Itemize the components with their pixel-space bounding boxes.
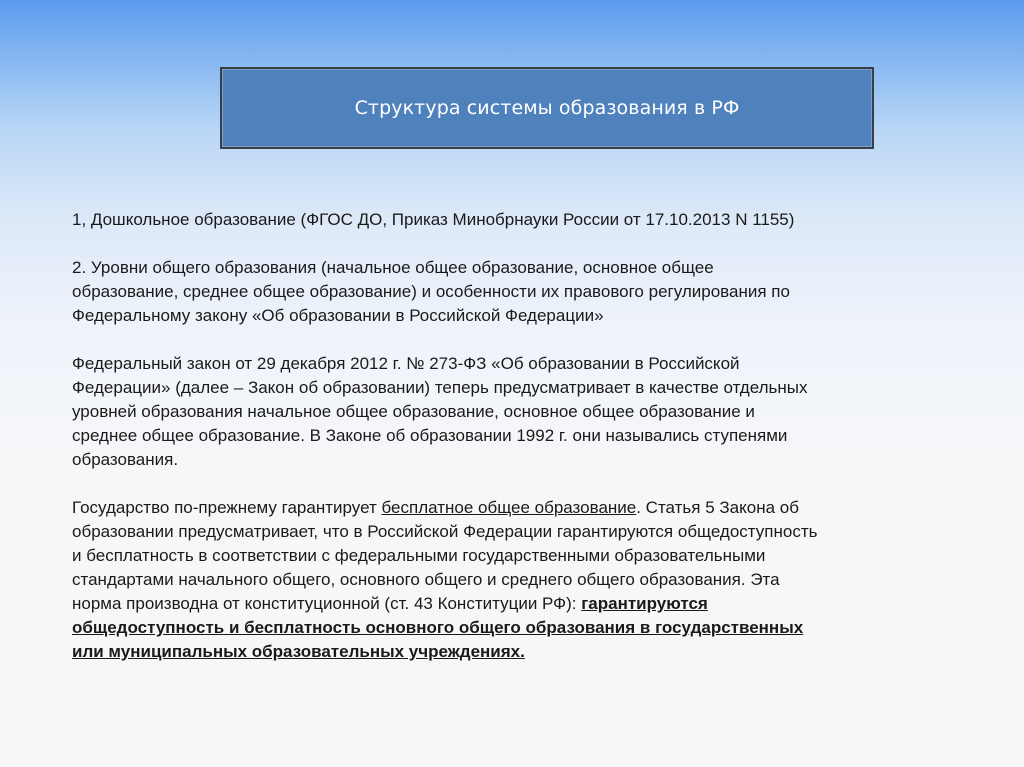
line: образовании предусматривает, что в Российской Федерации гарантируются общедоступность bbox=[72, 522, 818, 541]
text-segment: норма производна от конституционной (ст. 43 Конституции РФ): bbox=[72, 594, 582, 613]
paragraph-state-guarantee bbox=[72, 496, 952, 664]
paragraph-preschool bbox=[72, 208, 952, 232]
slide-title: Структура системы образования в РФ bbox=[354, 97, 740, 119]
bold-underlined-guarantee: гарантируются bbox=[581, 594, 708, 613]
line: Федеральному закону «Об образовании в Российской Федерации» bbox=[72, 306, 604, 325]
bold-underlined-guarantee: или муниципальных образовательных учреждениях. bbox=[72, 642, 525, 661]
line: Федерации» (далее – Закон об образовании) теперь предусматривает в качестве отдельных bbox=[72, 378, 808, 397]
slide-body bbox=[72, 208, 952, 664]
text-segment: Государство по-прежнему гарантирует bbox=[72, 498, 382, 517]
line: среднее общее образование. В Законе об образовании 1992 г. они назывались ступенями bbox=[72, 426, 788, 445]
title-box bbox=[220, 67, 874, 149]
line: 2. Уровни общего образования (начальное общее образование, основное общее bbox=[72, 258, 714, 277]
line: и бесплатность в соответствии с федеральными государственными образовательными bbox=[72, 546, 766, 565]
line: стандартами начального общего, основного общего и среднего общего образования. Эта bbox=[72, 570, 780, 589]
line: уровней образования начальное общее образование, основное общее образование и bbox=[72, 402, 755, 421]
paragraph-federal-law bbox=[72, 352, 952, 472]
underlined-free-education: бесплатное общее образование bbox=[381, 498, 637, 517]
bold-underlined-guarantee: общедоступность и бесплатность основного общего образования в государственных bbox=[72, 618, 804, 637]
paragraph-general-levels bbox=[72, 256, 952, 328]
line: Федеральный закон от 29 декабря 2012 г. № 273-ФЗ «Об образовании в Российской bbox=[72, 354, 740, 373]
line: образования. bbox=[72, 450, 179, 469]
line: образование, среднее общее образование) и особенности их правового регулирования по bbox=[72, 282, 790, 301]
preschool-text: 1, Дошкольное образование (ФГОС ДО, Приказ Минобрнауки России от 17.10.2013 N 1155) bbox=[72, 210, 795, 229]
text-segment: . Статья 5 Закона об bbox=[636, 498, 799, 517]
